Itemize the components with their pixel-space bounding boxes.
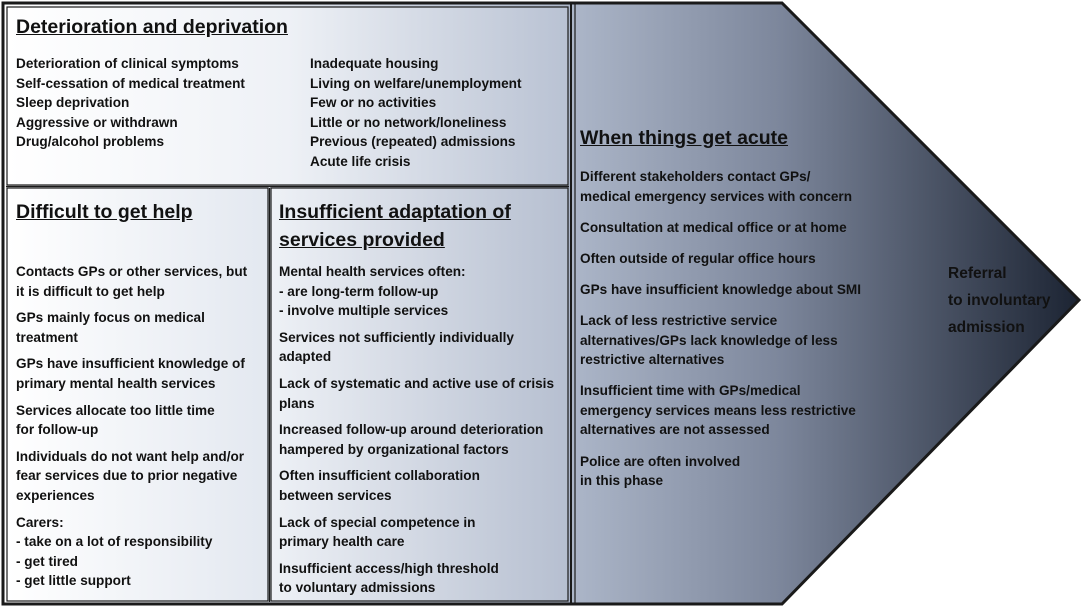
deprivation-factor: Little or no network/loneliness bbox=[310, 114, 507, 130]
deprivation-factor: Living on welfare/unemployment bbox=[310, 75, 522, 91]
panel-acute bbox=[580, 124, 880, 152]
insufficient-item: Insufficient access/high threshold to voluntary admissions bbox=[279, 560, 499, 596]
deterioration-right-list bbox=[310, 54, 565, 172]
deprivation-factor: Few or no activities bbox=[310, 95, 437, 111]
heading-deterioration: Deterioration and deprivation bbox=[16, 16, 288, 38]
insufficient-item: Lack of systematic and active use of crisis plans bbox=[279, 375, 555, 411]
deterioration-factor: Sleep deprivation bbox=[16, 95, 130, 111]
insufficient-item: Mental health services often: - are long-term follow-up - involve multiple services bbox=[279, 264, 466, 319]
acute-item: Lack of less restrictive service alternatives/GPs lack knowledge of less restrictive alternatives bbox=[580, 312, 838, 368]
heading-insufficient-line2: services provided bbox=[279, 229, 445, 251]
deterioration-factor: Drug/alcohol problems bbox=[16, 134, 165, 150]
panel-difficult bbox=[16, 198, 266, 226]
deterioration-factor: Self-cessation of medical treatment bbox=[16, 75, 245, 91]
difficult-item: GPs have insufficient knowledge of primary mental health services bbox=[16, 356, 245, 391]
insufficient-item: Increased follow-up around deterioration hampered by organizational factors bbox=[279, 422, 544, 457]
panel-deterioration bbox=[16, 13, 561, 41]
deterioration-left-list bbox=[16, 54, 301, 152]
deprivation-factor: Inadequate housing bbox=[310, 56, 439, 71]
acute-item: Police are often involved in this phase bbox=[580, 453, 741, 489]
acute-item: Different stakeholders contact GPs/ medical emergency services with concern bbox=[580, 169, 853, 204]
difficult-item: Services allocate too little time for follow-up bbox=[16, 402, 215, 438]
deprivation-factor: Previous (repeated) admissions bbox=[310, 134, 516, 150]
difficult-item: Individuals do not want help and/or fear services due to prior negative experiences bbox=[16, 448, 245, 503]
panel-insufficient bbox=[279, 198, 564, 254]
acute-item: Often outside of regular office hours bbox=[580, 250, 816, 266]
difficult-item: Contacts GPs or other services, but it is difficult to get help bbox=[16, 264, 248, 299]
deterioration-factor: Deterioration of clinical symptoms bbox=[16, 56, 239, 71]
acute-item: Insufficient time with GPs/medical emergency services means less restrictive alternatives are not assessed bbox=[580, 383, 856, 438]
insufficient-list bbox=[279, 262, 564, 605]
difficult-list bbox=[16, 262, 266, 598]
insufficient-item: Lack of special competence in primary health care bbox=[279, 514, 476, 550]
heading-insufficient-line1: Insufficient adaptation of bbox=[279, 201, 511, 223]
deprivation-factor: Acute life crisis bbox=[310, 153, 411, 169]
heading-acute: When things get acute bbox=[580, 127, 789, 149]
insufficient-item: Often insufficient collaboration between services bbox=[279, 468, 480, 503]
difficult-item: GPs mainly focus on medical treatment bbox=[16, 310, 205, 345]
heading-difficult: Difficult to get help bbox=[16, 201, 193, 223]
acute-item: GPs have insufficient knowledge about SMI bbox=[580, 281, 861, 297]
acute-item: Consultation at medical office or at home bbox=[580, 219, 847, 235]
deterioration-factor: Aggressive or withdrawn bbox=[16, 114, 178, 130]
insufficient-item: Services not sufficiently individually adapted bbox=[279, 329, 514, 365]
acute-list bbox=[580, 167, 880, 502]
referral-label: Referral to involuntary admission bbox=[948, 265, 1051, 336]
difficult-item: Carers: - take on a lot of responsibility - get tired - get little support bbox=[16, 514, 213, 589]
